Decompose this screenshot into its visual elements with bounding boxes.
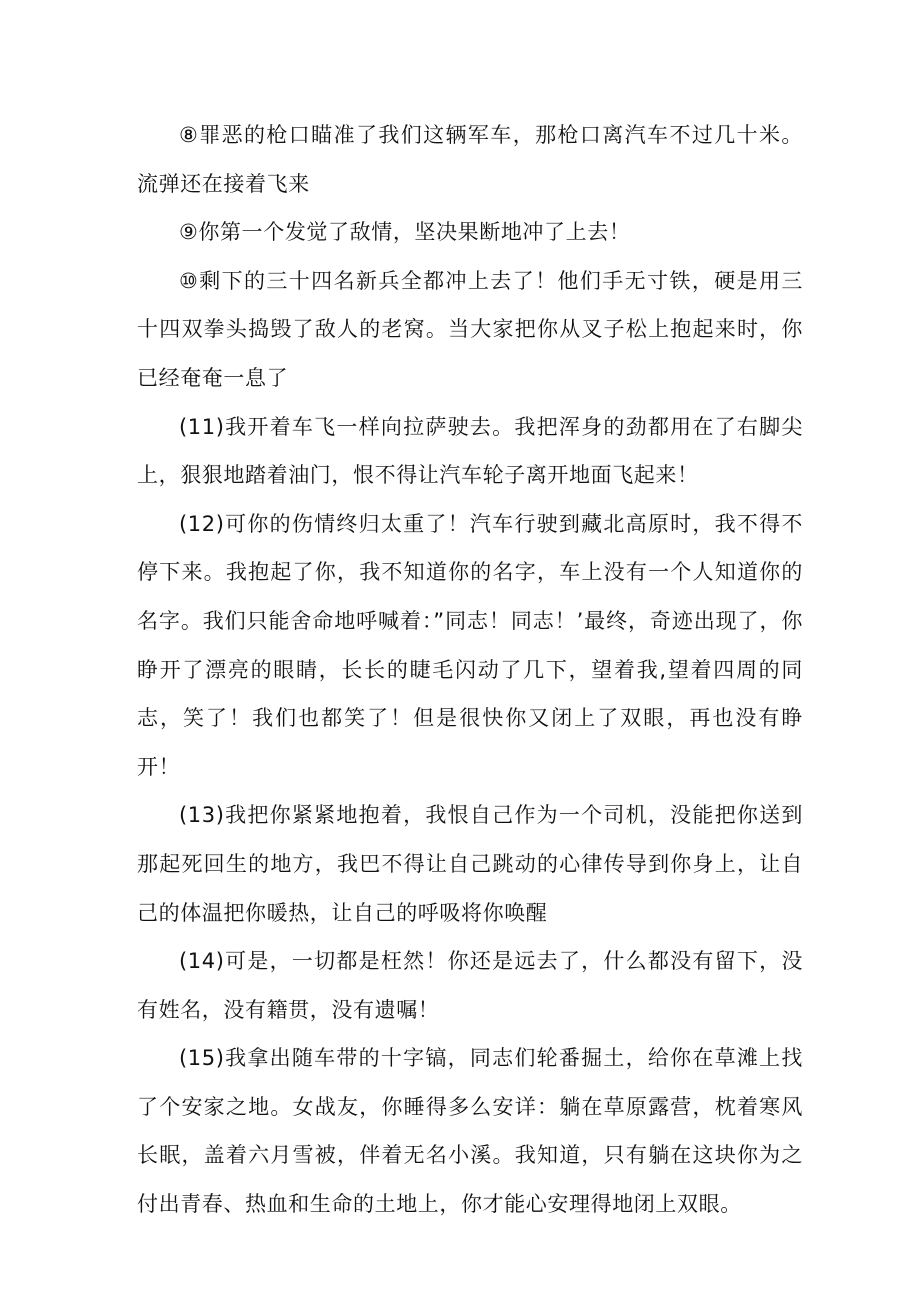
paragraph-13: (13)我把你紧紧地抱着，我恨自己作为一个司机，没能把你送到那起死回生的地方，我巴不得让自己跳动的心律传导到你身上，让自己的体温把你暖热，让自己的呼吸将你唤醒	[137, 803, 803, 925]
paragraph-15: (15)我拿出随车带的十字镐，同志们轮番掘土，给你在草滩上找了个安家之地。女战友，你睡得多么安详：躺在草原露营，枕着寒风长眠，盖着六月雪被，伴着无名小溪。我知道，只有躺在这块你为之付出青春、热血和生命的土地上，你才能心安理得地闭上双眼。	[137, 1046, 803, 1217]
document-body	[137, 111, 803, 1229]
paragraph-10: ⑩剩下的三十四名新兵全都冲上去了！他们手无寸铁，硬是用三十四双拳头捣毁了敌人的老窝。当大家把你从叉子松上抱起来时，你已经奄奄一息了	[137, 268, 803, 390]
paragraph-9: ⑨你第一个发觉了敌情，坚决果断地冲了上去！	[179, 220, 631, 245]
paragraph-11: (11)我开着车飞一样向拉萨驶去。我把浑身的劲都用在了右脚尖上，狠狠地踏着油门，恨不得让汽车轮子离开地面飞起来！	[137, 414, 803, 488]
paragraph-14: (14)可是，一切都是枉然！你还是远去了，什么都没有留下，没有姓名，没有籍贯，没有遗嘱！	[137, 949, 803, 1022]
paragraph-8: ⑧罪恶的枪口瞄准了我们这辆军车，那枪口离汽车不过几十米。流弹还在接着飞来	[137, 123, 803, 196]
paragraph-12: (12)可你的伤情终归太重了！汽车行驶到藏北高原时，我不得不停下来。我抱起了你，我不知道你的名字，车上没有一个人知道你的名字。我们只能舍命地呼喊着：”同志！同志！’最终，奇迹出现了，你睁开了漂亮的眼睛，长长的睫毛闪动了几下，望着我,望着四周的同志，笑了！我们也都笑了！但是很快你又闭上了双眼，再也没有睁开！	[137, 511, 803, 779]
